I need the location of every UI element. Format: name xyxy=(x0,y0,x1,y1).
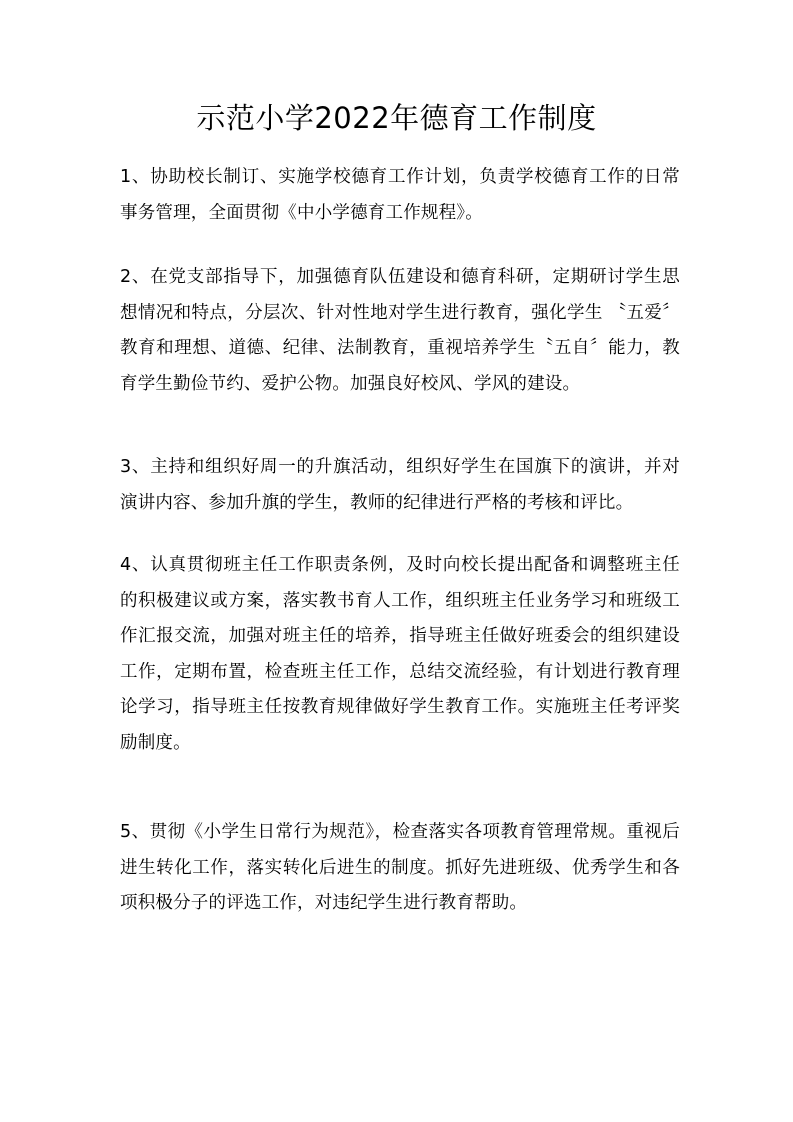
paragraph-5: 5、贯彻《小学生日常行为规范》，检查落实各项教育管理常规。重视后进生转化工作，落实转化后进生的制度。抓好先进班级、优秀学生和各项积极分子的评选工作，对违纪学生进行教育帮助。 xyxy=(120,822,680,913)
paragraph-1: 1、协助校长制订、实施学校德育工作计划，负责学校德育工作的日常事务管理，全面贯彻《中小学德育工作规程》。 xyxy=(120,167,680,223)
document-title: 示范小学2022年德育工作制度 xyxy=(196,101,597,135)
paragraph-3: 3、主持和组织好周一的升旗活动，组织好学生在国旗下的演讲，并对演讲内容、参加升旗的学生，教师的纪律进行严格的考核和评比。 xyxy=(120,457,680,513)
paragraph-2: 2、在党支部指导下，加强德育队伍建设和德育科研，定期研讨学生思想情况和特点，分层次、针对性地对学生进行教育，强化学生 〝五爱〞教育和理想、道德、纪律、法制教育，重视培养学生〝五自〞能力，教育学生勤俭节约、爱护公物。加强良好校风、学风的建设。 xyxy=(120,267,680,394)
paragraph-4: 4、认真贯彻班主任工作职责条例，及时向校长提出配备和调整班主任的积极建议或方案，落实教书育人工作，组织班主任业务学习和班级工作汇报交流，加强对班主任的培养，指导班主任做好班委会的组织建设工作，定期布置，检查班主任工作，总结交流经验，有计划进行教育理论学习，指导班主任按教育规律做好学生教育工作。实施班主任考评奖励制度。 xyxy=(120,555,680,753)
